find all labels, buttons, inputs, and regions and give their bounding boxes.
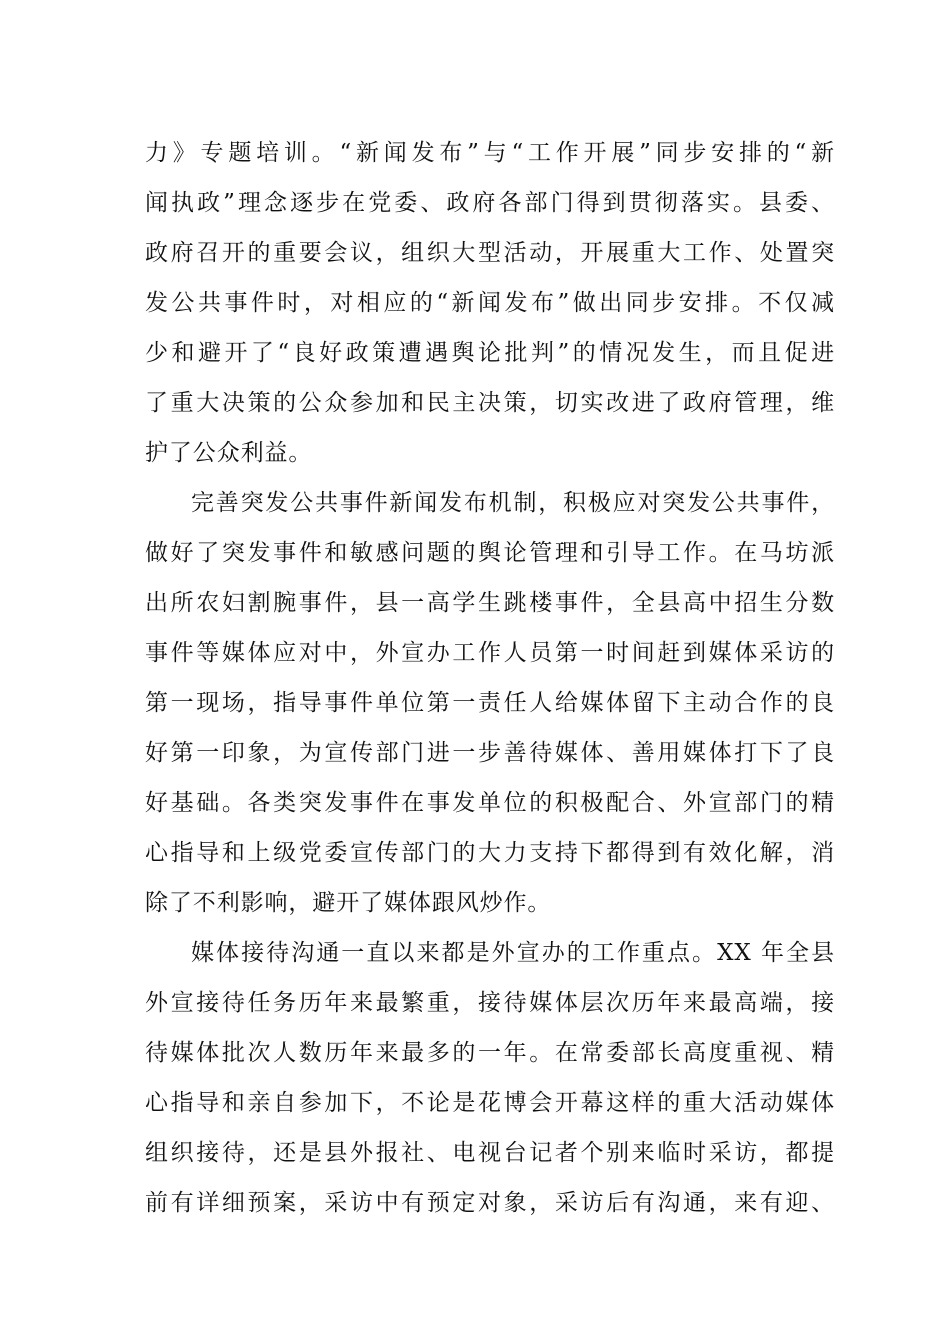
text-line: 心指导和亲自参加下，不论是花博会开幕这样的重大活动媒体 (145, 1090, 835, 1116)
text-line: 好第一印象，为宣传部门进一步善待媒体、善用媒体打下了良 (145, 740, 835, 766)
text-line: 做好了突发事件和敏感问题的舆论管理和引导工作。在马坊派 (145, 540, 835, 566)
document-body (145, 128, 835, 1228)
text-line: 护了公众利益。 (145, 440, 313, 466)
text-line: 少和避开了“良好政策遭遇舆论批判”的情况发生，而且促进 (145, 340, 835, 366)
text-line: 前有详细预案，采访中有预定对象，采访后有沟通，来有迎、 (145, 1190, 835, 1216)
text-line: 组织接待，还是县外报社、电视台记者个别来临时采访，都提 (145, 1140, 835, 1166)
text-line: 出所农妇割腕事件，县一高学生跳楼事件，全县高中招生分数 (145, 590, 835, 616)
text-line: 闻执政”理念逐步在党委、政府各部门得到贯彻落实。县委、 (145, 190, 835, 216)
text-line: 外宣接待任务历年来最繁重，接待媒体层次历年来最高端，接 (145, 990, 835, 1016)
paragraph (145, 928, 835, 1228)
paragraph (145, 478, 835, 928)
text-line: 政府召开的重要会议，组织大型活动，开展重大工作、处置突 (145, 240, 835, 266)
text-line: 除了不利影响，避开了媒体跟风炒作。 (145, 890, 552, 916)
text-line: 了重大决策的公众参加和民主决策，切实改进了政府管理，维 (145, 390, 835, 416)
text-line: 第一现场，指导事件单位第一责任人给媒体留下主动合作的良 (145, 690, 835, 716)
text-line: 事件等媒体应对中，外宣办工作人员第一时间赶到媒体采访的 (145, 640, 835, 666)
text-line: 完善突发公共事件新闻发布机制，积极应对突发公共事件， (191, 490, 835, 516)
text-line: 待媒体批次人数历年来最多的一年。在常委部长高度重视、精 (145, 1040, 835, 1066)
text-line: 好基础。各类突发事件在事发单位的积极配合、外宣部门的精 (145, 790, 835, 816)
paragraph (145, 128, 835, 478)
text-line: 发公共事件时，对相应的“新闻发布”做出同步安排。不仅减 (145, 290, 835, 316)
text-line: 心指导和上级党委宣传部门的大力支持下都得到有效化解，消 (145, 840, 835, 866)
text-line: 媒体接待沟通一直以来都是外宣办的工作重点。XX 年全县 (191, 940, 835, 966)
text-line: 力》专题培训。“新闻发布”与“工作开展”同步安排的“新 (145, 140, 835, 166)
